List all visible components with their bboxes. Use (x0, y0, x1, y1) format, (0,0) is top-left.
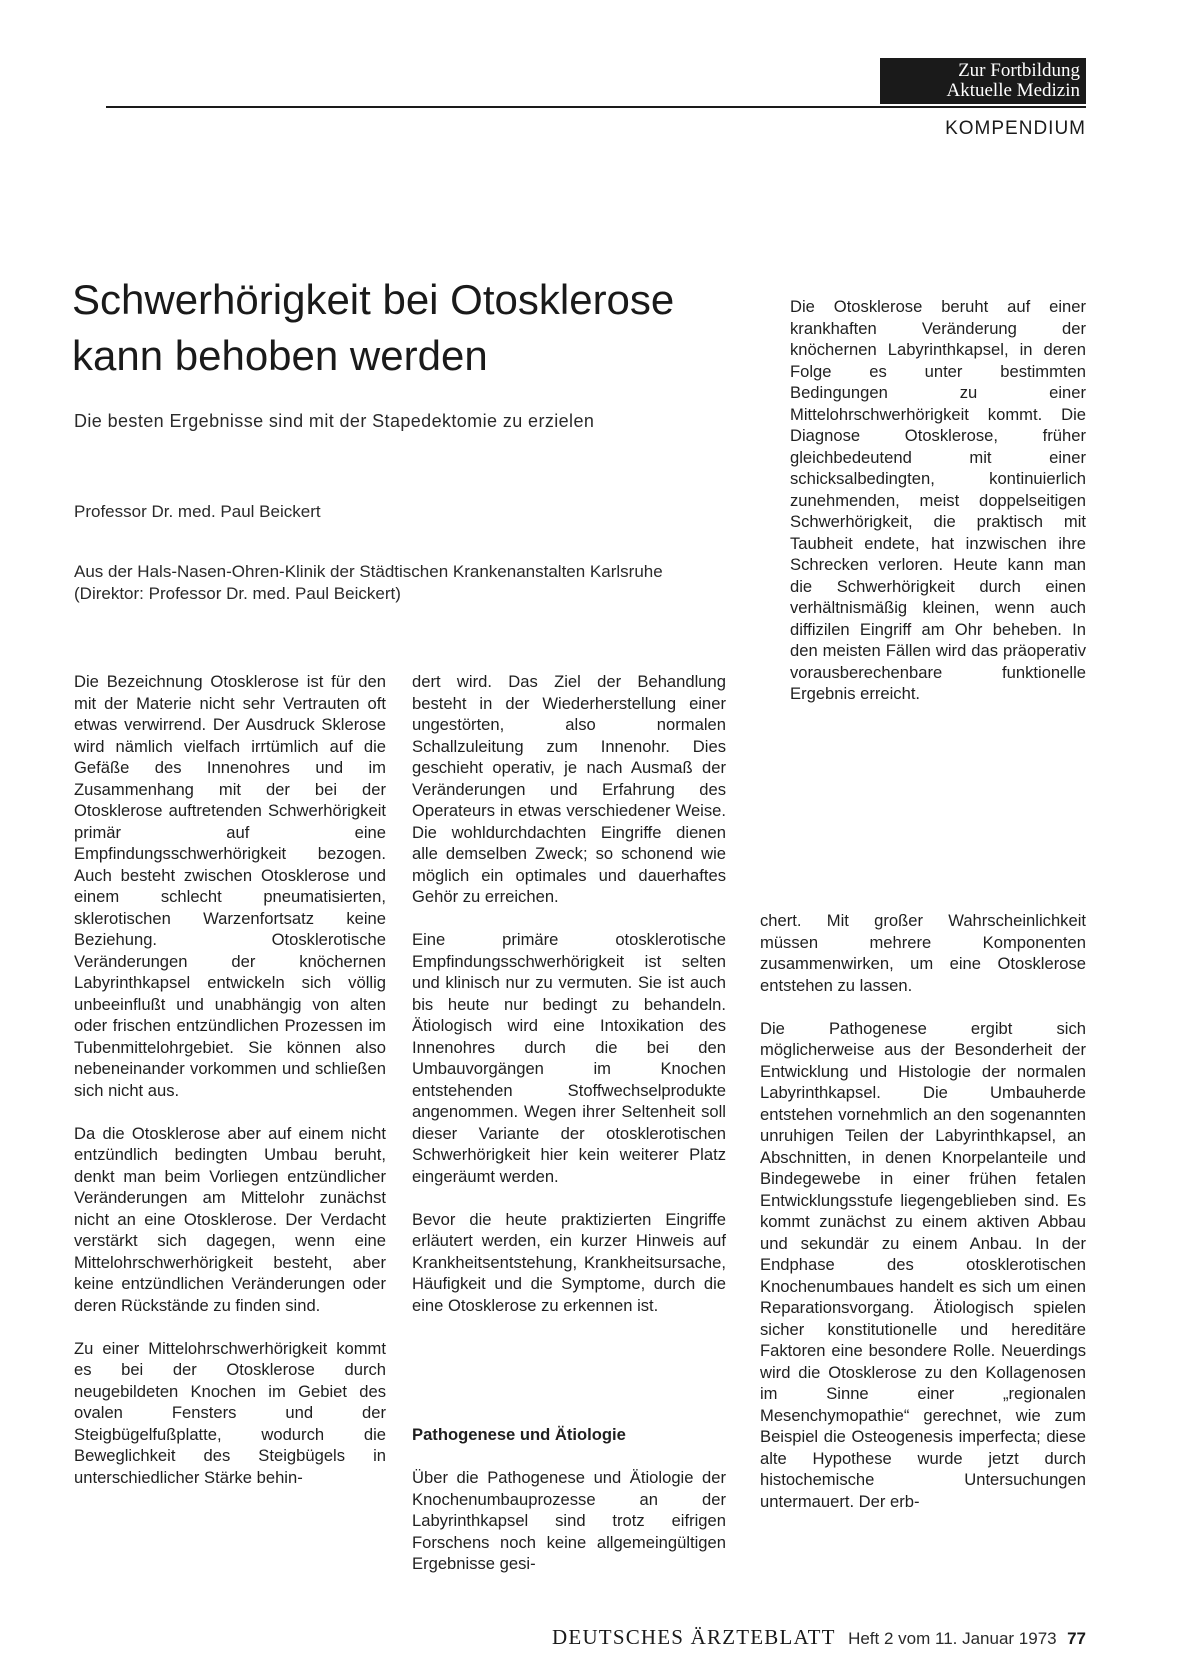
page-footer (462, 1625, 1086, 1650)
col1-paragraph-3: Zu einer Mittelohrschwerhörigkeit kommt es bei der Otosklerose durch neugebildeten Knochen im Gebiet des ovalen Fensters und der Steigbügelfußplatte, wodurch die Beweglichkeit des Steigbügels in unterschiedlicher Stärke behin- (74, 1338, 386, 1487)
col1-paragraph-2: Da die Otosklerose aber auf einem nicht entzündlich bedingten Umbau beruht, denkt man beim Vorliegen entzündlicher Veränderungen am Mittelohr zunächst nicht an eine Otosklerose. Der Verdacht verstärkt sich dagegen, wenn eine Mittelohrschwerhörigkeit besteht, aber keine entzündlichen Veränderungen oder deren Rückstände zu finden sind. (74, 1123, 386, 1315)
col3-paragraph-1: chert. Mit großer Wahrscheinlichkeit müssen mehrere Komponenten zusammenwirken, um eine Otosklerose entstehen zu lassen. (760, 911, 1086, 995)
article-subtitle: Die besten Ergebnisse sind mit der Stapedektomie zu erzielen (74, 411, 595, 431)
article-affiliation: Aus der Hals-Nasen-Ohren-Klinik der Städtischen Krankenanstalten Karlsruhe (Direktor: Professor Dr. med. Paul Beickert) (74, 562, 663, 603)
rubric-label-line2: Aktuelle Medizin (946, 80, 1080, 101)
section-label: KOMPENDIUM (945, 118, 1086, 139)
col1-paragraph-1: Die Bezeichnung Otosklerose ist für den mit der Materie nicht sehr Vertrauten oft etwas verwirrend. Der Ausdruck Sklerose wird nämlich vielfach irrtümlich auf die Gefäße des Innenohres und im Zusammenhang mit der bei der Otosklerose auftretenden Schwerhörigkeit primär auf eine Empfindungsschwerhörigkeit bezogen. Auch besteht zwischen Otosklerose und einem schlecht pneumatisierten, sklerotischen Warzenfortsatz keine Beziehung. Otosklerotische Veränderungen der knöchernen Labyrinthkapsel entwickeln sich völlig unbeeinflußt und unabhängig von alten oder frischen entzündlichen Prozessen im Tubenmittelohrgebiet. Sie können also nebeneinander vorkommen und schließen sich nicht aus. (74, 672, 386, 1100)
rubric-label (880, 58, 1086, 104)
body-column-1 (74, 671, 386, 1488)
body-column-2 (412, 671, 726, 1316)
col2-paragraph-4: Über die Pathogenese und Ätiologie der Knochenumbauprozesse an der Labyrinthkapsel sind trotz eifrigen Forschens noch keine allgemeingültigen Ergebnisse gesi- (412, 1468, 726, 1573)
body-column-3 (760, 910, 1086, 1512)
article-author: Professor Dr. med. Paul Beickert (74, 502, 321, 521)
intro-abstract (790, 296, 1086, 705)
intro-paragraph: Die Otosklerose beruht auf einer krankhaften Veränderung der knöchernen Labyrinthkapsel, in deren Folge es unter bestimmten Bedingungen zu einer Mittelohrschwerhörigkeit kommt. Die Diagnose Otosklerose, früher gleichbedeutend mit einer schicksalbedingten, kontinuierlich zunehmenden, meist doppelseitigen Schwerhörigkeit, die praktisch mit Taubheit endete, hat inzwischen ihre Schrecken verloren. Heute kann man die Schwerhörigkeit durch einen verhältnismäßig kleinen, wenn auch diffizilen Eingriff am Ohr beheben. In den meisten Fällen wird das präoperativ vorausberechenbare funktionelle Ergebnis erreicht. (790, 297, 1086, 703)
article-title: Schwerhörigkeit bei Otosklerose kann behoben werden (72, 276, 675, 379)
journal-name: DEUTSCHES ÄRZTEBLATT (552, 1625, 836, 1649)
rubric-label-line1: Zur Fortbildung (958, 60, 1080, 81)
col2-paragraph-3: Bevor die heute praktizierten Eingriffe erläutert werden, ein kurzer Hinweis auf Krankheitsentstehung, Krankheitsursache, Häufigkeit und die Symptome, durch die eine Otosklerose zu erkennen ist. (412, 1209, 726, 1315)
header-rule (106, 106, 1086, 108)
col2-paragraph-1: dert wird. Das Ziel der Behandlung besteht in der Wiederherstellung einer ungestörten, also normalen Schallzuleitung zum Innenohr. Dies geschieht operativ, je nach Ausmaß der Veränderungen und Erfahrung des Operateurs in etwas verschiedener Weise. Die wohldurchdachten Eingriffe dienen alle demselben Zweck; so schonend wie möglich ein optimales und dauerhaftes Gehör zu erreichen. (412, 672, 726, 906)
section-heading-pathogenese: Pathogenese und Ätiologie (412, 1425, 626, 1444)
body-column-2-lower (412, 1424, 726, 1575)
page-number: 77 (1067, 1629, 1086, 1648)
issue-info: Heft 2 vom 11. Januar 1973 (848, 1629, 1057, 1648)
col2-paragraph-2: Eine primäre otosklerotische Empfindungsschwerhörigkeit ist selten und klinisch nur zu vermuten. Sie ist auch bis heute nur bedingt zu behandeln. Ätiologisch wird eine Intoxikation des Innenohres durch die bei den Umbauvorgängen im Knochen entstehenden Stoffwechselprodukte angenommen. Wegen ihrer Seltenheit soll dieser Variante der otosklerotischen Schwerhörigkeit hier kein weiterer Platz eingeräumt werden. (412, 930, 726, 1186)
col3-paragraph-2: Die Pathogenese ergibt sich möglicherweise aus der Besonderheit der Entwicklung und Histologie der normalen Labyrinthkapsel. Die Umbauherde entstehen vornehmlich an den sogenannten unruhigen Teilen der Labyrinthkapsel, an Abschnitten, in denen Knorpelanteile und Bindegewebe in einer frühen fetalen Entwicklungsstufe liegengeblieben sind. Es kommt zunächst zu einem aktiven Abbau und sekundär zu einem Anbau. In der Endphase des otosklerotischen Knochenumbaues handelt es sich um einen Reparationsvorgang. Ätiologisch spielen sicher konstitutionelle und hereditäre Faktoren eine besondere Rolle. Neuerdings wird die Otosklerose zu den Kollagenosen im Sinne einer „regionalen Mesenchymopathie“ gerechnet, wie zum Beispiel die Osteogenesis imperfecta; diese alte Hypothese wurde jetzt durch histochemische Untersuchungen untermauert. Der erb- (760, 1018, 1086, 1511)
